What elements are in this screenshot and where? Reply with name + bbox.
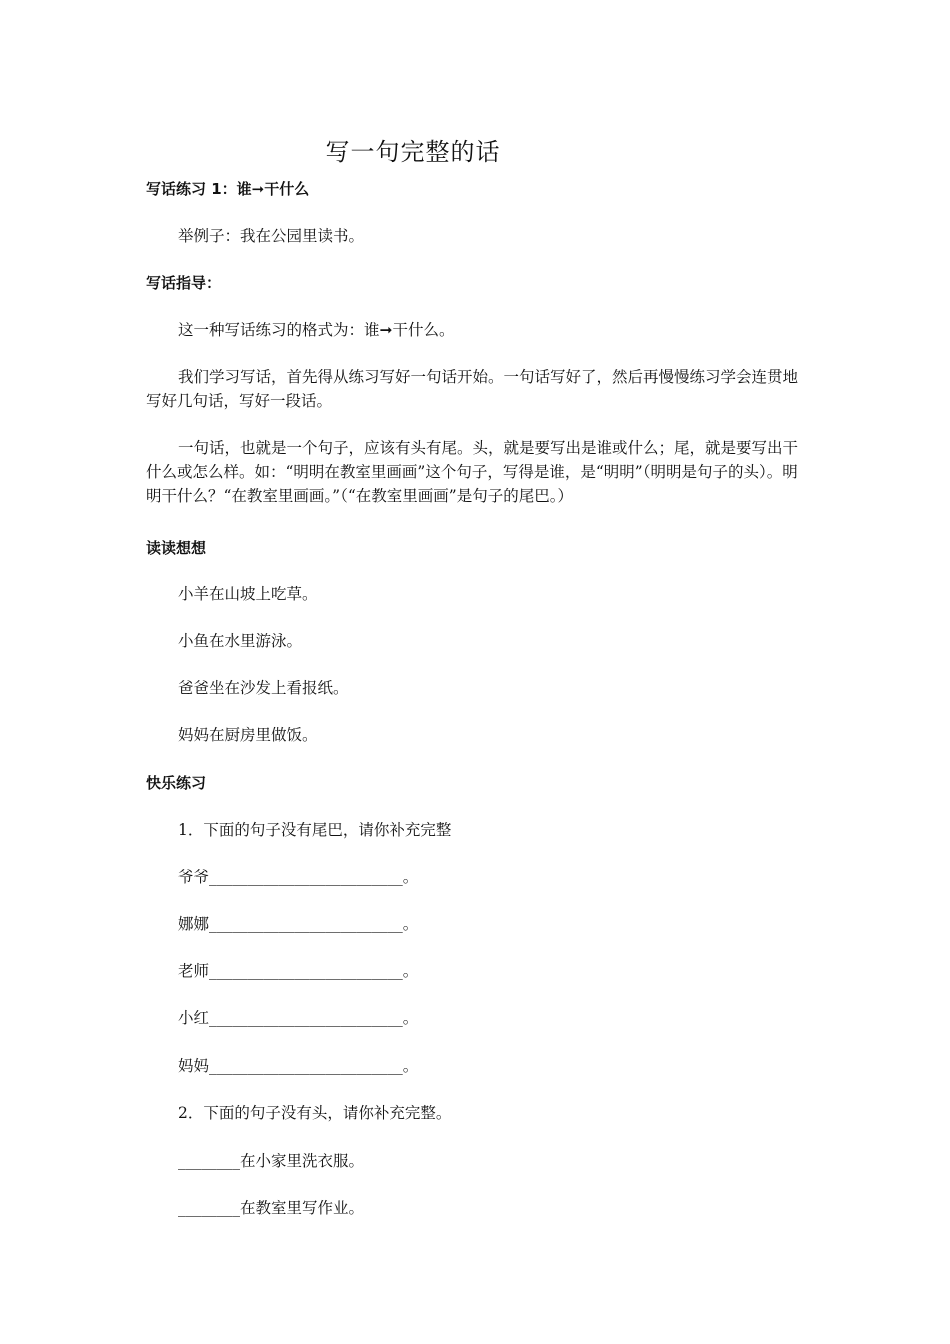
fill-blank-item: 爷爷_________________________。: [178, 868, 419, 886]
read-sentence: 小鱼在水里游泳。: [178, 632, 303, 650]
section-heading-guide: 写话指导：: [146, 274, 222, 292]
fill-blank-item: 娜娜_________________________。: [178, 915, 419, 933]
section-heading-practice: 快乐练习: [146, 774, 207, 792]
fill-blank-item: 老师_________________________。: [178, 962, 419, 980]
fill-blank-item: 妈妈_________________________。: [178, 1057, 419, 1075]
practice-question-1: 1．下面的句子没有尾巴，请你补充完整: [178, 821, 452, 839]
example-sentence: 举例子：我在公园里读书。: [178, 227, 365, 245]
page-title: 写一句完整的话: [325, 138, 501, 166]
read-sentence: 妈妈在厨房里做饭。: [178, 726, 318, 744]
section-heading-read: 读读想想: [146, 539, 207, 557]
fill-blank-item: ________在教室里写作业。: [178, 1199, 365, 1217]
guide-paragraph-1: 这一种写话练习的格式为：谁➞干什么。: [178, 321, 455, 339]
guide-paragraph-2: 我们学习写话，首先得从练习写好一句话开始。一句话写好了，然后再慢慢练习学会连贯地写好几句话，写好一段话。: [146, 368, 799, 410]
read-sentence: 小羊在山坡上吃草。: [178, 585, 318, 603]
fill-blank-item: 小红_________________________。: [178, 1009, 419, 1027]
practice-question-2: 2．下面的句子没有头，请你补充完整。: [178, 1104, 452, 1122]
guide-paragraph-3: 一句话，也就是一个句子，应该有头有尾。头，就是要写出是谁或什么；尾，就是要写出干什么或怎么样。如：“明明在教室里画画”这个句子，写得是谁，是“明明”（明明是句子的头）。明明干什么？“在教室里画画。”（“在教室里画画”是句子的尾巴。）: [146, 439, 799, 505]
read-sentence: 爸爸坐在沙发上看报纸。: [178, 679, 349, 697]
section-heading-exercise-1: 写话练习 1：谁➞干什么: [146, 180, 310, 198]
fill-blank-item: ________在小家里洗衣服。: [178, 1152, 365, 1170]
